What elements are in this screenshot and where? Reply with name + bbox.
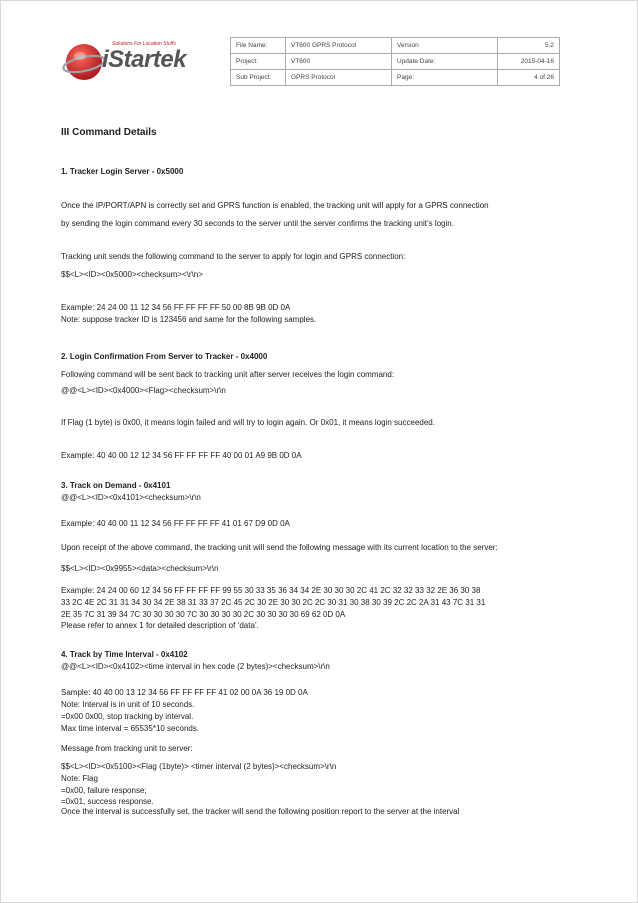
note-line: =0x00, failure response; xyxy=(61,786,147,795)
example-line: Example: 40 40 00 12 12 34 56 FF FF FF FF 40 00 01 A9 9B 0D 0A xyxy=(61,451,302,460)
example-line: Sample: 40 40 00 13 12 34 56 FF FF FF FF 41 02 00 0A 36 19 0D 0A xyxy=(61,688,308,697)
command-format: @@<L><ID><0x4101><checksum>\r\n xyxy=(61,493,201,502)
heading-login-confirmation: 2. Login Confirmation From Server to Tracker - 0x4000 xyxy=(61,352,268,361)
example-line: Example: 24 24 00 60 12 34 56 FF FF FF FF 99 55 30 33 35 36 34 34 2E 30 30 30 2C 41 2C 32 32 33 32 2E 36 30 38 xyxy=(61,586,481,595)
heading-tracker-login: 1. Tracker Login Server - 0x5000 xyxy=(61,167,184,176)
paragraph-line: Please refer to annex 1 for detailed description of ‘data’. xyxy=(61,621,259,630)
table-cell: Update Date: xyxy=(392,54,498,70)
example-line: 2E 35 7C 31 39 34 7C 30 30 30 30 7C 30 30 30 30 2C 30 30 30 30 69 62 0D 0A xyxy=(61,610,346,619)
paragraph-line: Upon receipt of the above command, the tracking unit will send the following message with its current location to the server: xyxy=(61,543,498,552)
table-cell: File Name: xyxy=(231,38,286,54)
table-cell: GPRS Protocol xyxy=(286,70,392,86)
note-line: =0x01, success response. xyxy=(61,797,154,806)
command-format: $$<L><ID><0x5000><checksum><\r\n> xyxy=(61,270,203,279)
table-cell: Project: xyxy=(231,54,286,70)
note-line: Note: Flag xyxy=(61,774,98,783)
section-title: III Command Details xyxy=(61,127,157,138)
logo-tagline: Solutions For Location Stuffs xyxy=(112,41,176,47)
note-line: =0x00 0x00, stop tracking by interval. xyxy=(61,712,194,721)
heading-track-on-demand: 3. Track on Demand - 0x4101 xyxy=(61,481,171,490)
paragraph-line: Once the interval is successfully set, the tracker will send the following position report to the server at the interval xyxy=(61,807,460,816)
table-row xyxy=(231,70,560,86)
globe-logo-icon xyxy=(62,40,106,84)
table-cell: VT600 GPRS Protocol xyxy=(286,38,392,54)
document-header-table xyxy=(230,37,560,86)
table-row xyxy=(231,38,560,54)
company-logo xyxy=(62,38,222,88)
command-format: @@<L><ID><0x4102><time interval in hex code (2 bytes)><checksum>\r\n xyxy=(61,662,330,671)
paragraph-line: by sending the login command every 30 seconds to the server until the server confirms the tracking unit’s login. xyxy=(61,219,454,228)
paragraph-line: Message from tracking unit to server: xyxy=(61,744,193,753)
command-format: @@<L><ID><0x4000><Flag><checksum>\r\n xyxy=(61,386,226,395)
table-cell: VT600 xyxy=(286,54,392,70)
example-line: 33 2C 4E 2C 31 31 34 30 34 2E 38 31 33 37 2C 45 2C 30 2E 30 30 2C 2C 30 31 30 38 30 39 2C 2C 2A 31 43 7C 31 31 xyxy=(61,598,486,607)
paragraph-line: Once the IP/PORT/APN is correctly set and GPRS function is enabled, the tracking unit will apply for a GPRS connection xyxy=(61,201,489,210)
command-format: $$<L><ID><0x9955><data><checksum>\r\n xyxy=(61,564,219,573)
paragraph-line: If Flag (1 byte) is 0x00, it means login failed and will try to login again. Or 0x01, it means login succeeded. xyxy=(61,418,435,427)
example-line: Example: 40 40 00 11 12 34 56 FF FF FF FF 41 01 67 D9 0D 0A xyxy=(61,519,290,528)
table-cell: Page: xyxy=(392,70,498,86)
command-format: $$<L><ID><0x5100><Flag (1byte)> <timer interval (2 bytes)><checksum>\r\n xyxy=(61,762,337,771)
heading-track-by-interval: 4. Track by Time Interval - 0x4102 xyxy=(61,650,188,659)
logo-brand: iStartek xyxy=(102,46,187,73)
table-cell: 4 of 26 xyxy=(498,70,560,86)
table-cell: Sub Project: xyxy=(231,70,286,86)
note-line: Note: Interval is in unit of 10 seconds. xyxy=(61,700,195,709)
table-cell: Version xyxy=(392,38,498,54)
example-line: Example: 24 24 00 11 12 34 56 FF FF FF FF 50 00 8B 9B 0D 0A xyxy=(61,303,291,312)
table-cell: 5.2 xyxy=(498,38,560,54)
table-cell: 2015-04-16 xyxy=(498,54,560,70)
note-line: Note: suppose tracker ID is 123456 and same for the following samples. xyxy=(61,315,317,324)
note-line: Max time interval = 65535*10 seconds. xyxy=(61,724,200,733)
paragraph-line: Following command will be sent back to tracking unit after server receives the login command: xyxy=(61,370,395,379)
table-row xyxy=(231,54,560,70)
paragraph-line: Tracking unit sends the following command to the server to apply for login and GPRS connection: xyxy=(61,252,406,261)
